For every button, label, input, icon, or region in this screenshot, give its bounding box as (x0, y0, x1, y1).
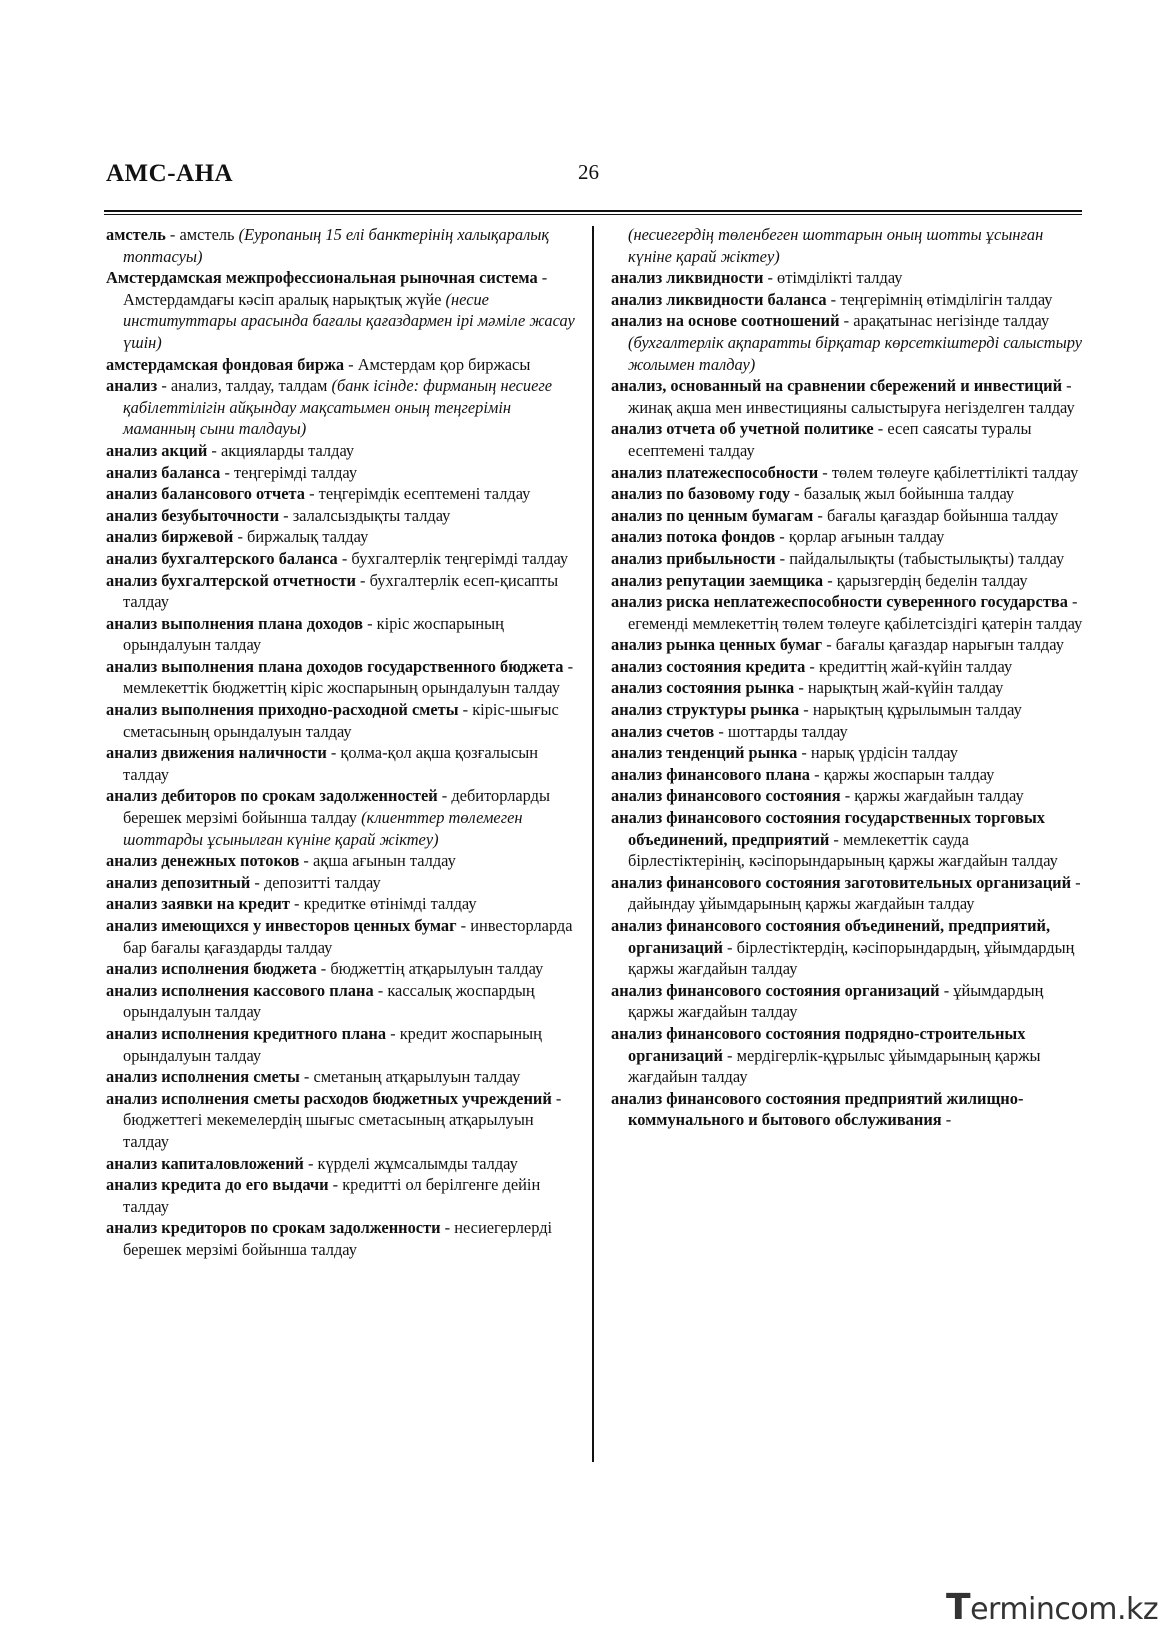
dictionary-entry: анализ балансового отчета - теңгерімдік есептемені талдау (106, 484, 531, 504)
entry-term: анализ ликвидности баланса (611, 289, 827, 309)
dictionary-entry: амстель - амстель (Еуропаның 15 елі банктерінің халықаралық топтасуы) (106, 225, 549, 266)
entry-term: анализ денежных потоков (106, 851, 300, 871)
entry-definition: арақатынас негізінде талдау (853, 311, 1050, 331)
dictionary-entry: анализ финансового состояния государственных торговых объединений, предприятий - мемлекеттік сауда бірлестіктерінің, кәсіпорындарының қаржы жағдайын талдау (611, 808, 1058, 871)
entry-term: анализ акций (106, 440, 208, 460)
dictionary-entry: анализ на основе соотношений - арақатынас негізінде талдау (бухгалтерлік ақпаратты бірқатар көрсеткіштерді салыстыру жолымен талдау) (611, 311, 1082, 374)
entry-definition: бухгалтерлік теңгерімді талдау (351, 548, 569, 568)
entry-term: анализ потока фондов (611, 527, 776, 547)
dictionary-entry: анализ исполнения кредитного плана - кредит жоспарының орындалуын талдау (106, 1023, 542, 1065)
dictionary-entry: анализ финансового состояния организаций - ұйымдардың қаржы жағдайын талдау (611, 980, 1044, 1022)
entry-term: анализ балансового отчета (106, 484, 305, 504)
page-header-title: АМС-АНА (106, 160, 234, 187)
dictionary-entry: анализ исполнения кассового плана - кассалық жоспардың орындалуын талдау (106, 980, 535, 1022)
entry-definition: кассалық жоспардың орындалуын талдау (123, 980, 535, 1022)
entry-term: анализ выполнения плана доходов государственного бюджета (106, 656, 564, 676)
dictionary-entry: анализ финансового плана - қаржы жоспарын талдау (611, 764, 995, 784)
entry-term: анализ состояния кредита (611, 656, 806, 676)
dictionary-entry: анализ прибыльности - пайдалылықты (табыстылықты) талдау (611, 548, 1065, 568)
entry-definition: кіріс жоспарының орындалуын талдау (123, 613, 504, 655)
entry-term: Амстердамская межпрофессиональная рыночная система (106, 268, 538, 288)
dictionary-entry: анализ биржевой - биржалық талдау (106, 527, 369, 547)
entry-definition: Амстердам қор биржасы (357, 354, 531, 374)
dictionary-entry: анализ по базовому году - базалық жыл бойынша талдау (611, 484, 1015, 504)
entry-term: анализ репутации заемщика (611, 570, 824, 590)
dictionary-entry: анализ финансового состояния предприятий жилищно-коммунального и бытового обслуживания - (611, 1088, 1024, 1130)
dictionary-entry: анализ акций - акцияларды талдау (106, 440, 355, 460)
entry-term: анализ рынка ценных бумаг (611, 635, 823, 655)
entry-term: анализ капиталовложений (106, 1153, 304, 1173)
dictionary-entry: анализ исполнения сметы - сметаның атқарылуын талдау (106, 1067, 521, 1087)
continued-note: (несиегердің төленбеген шоттарын оның шотты ұсынған күніне қарай жіктеу) (628, 225, 1044, 266)
entry-definition: акцияларды талдау (220, 440, 355, 460)
entry-term: анализ кредиторов по срокам задолженности (106, 1218, 441, 1238)
dictionary-entry: анализ репутации заемщика - қарызгердің беделін талдау (611, 570, 1028, 590)
entry-definition: егеменді мемлекеттің төлем төлеуге қабілетсіздігі қатерін талдау (628, 613, 1083, 633)
dictionary-entry: анализ имеющихся у инвесторов ценных бумаг - инвесторларда бар бағалы қағаздарды талдау (106, 916, 573, 957)
dictionary-entry: анализ исполнения сметы расходов бюджетных учреждений - бюджеттегі мекемелердің шығыс сметасының атқарылуын талдау (106, 1088, 562, 1151)
dictionary-entry: анализ платежеспособности - төлем төлеуге қабілеттілікті талдау (611, 462, 1079, 482)
entry-term: анализ финансового состояния подрядно-строительных организаций (611, 1023, 1026, 1065)
entry-term: анализ исполнения кредитного плана (106, 1023, 387, 1043)
dictionary-entry: анализ финансового состояния подрядно-строительных организаций - мердігерлік-құрылыс ұйымдарының қаржы жағдайын талдау (611, 1023, 1041, 1087)
entry-term: анализ структуры рынка (611, 700, 800, 720)
dictionary-entry: анализ кредита до его выдачи - кредитті ол берілгенге дейін талдау (106, 1175, 541, 1216)
dictionary-entry: анализ бухгалтерской отчетности - бухгалтерлік есеп-қисапты талдау (106, 570, 559, 612)
entry-definition: қаржы жоспарын талдау (823, 764, 995, 784)
entry-definition: дайындау ұйымдарының қаржы жағдайын талдау (628, 894, 975, 914)
entry-definition: базалық жыл бойынша талдау (803, 484, 1015, 504)
entry-term: анализ выполнения плана доходов (106, 613, 364, 633)
entry-definition: нарық үрдісін талдау (810, 743, 958, 763)
entry-term: анализ риска неплатежеспособности суверенного государства (611, 592, 1068, 612)
entry-term: анализ платежеспособности (611, 462, 819, 482)
header-rule-thin (104, 214, 1082, 215)
entry-definition: қарызгердің беделін талдау (836, 570, 1028, 590)
dictionary-entry: анализ исполнения бюджета - бюджеттің атқарылуын талдау (106, 959, 544, 979)
entry-term: анализ бухгалтерской отчетности (106, 570, 356, 590)
entry-definition: ұйымдардың қаржы жағдайын талдау (628, 980, 1044, 1022)
entry-term: анализ заявки на кредит (106, 894, 290, 914)
dictionary-entry: анализ капиталовложений - күрделі жұмсалымды талдау (106, 1153, 518, 1173)
entry-definition: пайдалылықты (табыстылықты) талдау (789, 548, 1065, 568)
entry-term: анализ выполнения приходно-расходной сметы (106, 700, 459, 720)
entry-definition: кіріс-шығыс сметасының орындалуын талдау (123, 700, 559, 741)
entry-definition: бірлестіктердің, кәсіпорындардың, ұйымдардың қаржы жағдайын талдау (628, 937, 1075, 979)
entry-definition: бюджеттің атқарылуын талдау (330, 959, 544, 979)
entry-definition: есеп саясаты туралы есептемені талдау (628, 419, 1032, 460)
entry-definition: бухгалтерлік есеп-қисапты талдау (123, 570, 559, 612)
entry-term: анализ безубыточности (106, 505, 280, 525)
entry-definition: нарықтың жай-күйін талдау (807, 678, 1004, 698)
entry-definition: залалсыздықты талдау (292, 505, 451, 525)
entry-term: анализ финансового плана (611, 764, 810, 784)
entry-definition: мемлекеттік бюджеттің кіріс жоспарының орындалуын талдау (123, 678, 560, 698)
dictionary-entry: анализ отчета об учетной политике - есеп саясаты туралы есептемені талдау (611, 419, 1032, 460)
entry-definition: қаржы жағдайын талдау (854, 786, 1024, 806)
dictionary-entry: анализ финансового состояния заготовительных организаций - дайындау ұйымдарының қаржы жағдайын талдау (611, 872, 1081, 914)
entry-term: анализ исполнения кассового плана (106, 980, 374, 1000)
dictionary-entry: анализ дебиторов по срокам задолженностей - дебиторларды берешек мерзімі бойынша талдау (клиенттер төлемеген шоттарды ұсынылған күніне қарай жіктеу) (106, 786, 550, 849)
entry-term: анализ кредита до его выдачи (106, 1175, 329, 1195)
entry-term: анализ имеющихся у инвесторов ценных бумаг (106, 916, 457, 935)
dictionary-entry: анализ - анализ, талдау, талдам (банк ісінде: фирманың несиеге қабілеттілігін айқындау мақсатымен оның теңгерімін маманның сыни талдауы) (106, 376, 553, 439)
entry-definition: төлем төлеуге қабілеттілікті талдау (831, 462, 1079, 482)
dictionary-entry: анализ депозитный - депозитті талдау (106, 872, 381, 892)
dictionary-entry: анализ выполнения приходно-расходной сметы - кіріс-шығыс сметасының орындалуын талдау (106, 700, 559, 741)
dictionary-entry: анализ по ценным бумагам - бағалы қағаздар бойынша талдау (611, 505, 1059, 525)
dictionary-entry: анализ состояния кредита - кредиттің жай-күйін талдау (611, 656, 1013, 676)
dictionary-entry: анализ финансового состояния объединений, предприятий, организаций - бірлестіктердің, кәсіпорындардың, ұйымдардың қаржы жағдайын талдау (611, 916, 1075, 979)
entry-definition: кредитке өтінімді талдау (303, 894, 477, 914)
entry-definition: жинақ ақша мен инвестицияны салыстыруға негізделген талдау (628, 397, 1075, 417)
entry-note: (клиенттер төлемеген шоттарды ұсынылған күніне қарай жіктеу) (123, 808, 523, 849)
entry-term: анализ финансового состояния организаций (611, 980, 940, 1000)
entry-term: анализ финансового состояния заготовительных организаций (611, 872, 1072, 892)
entry-term: анализ прибыльности (611, 548, 776, 568)
entry-term: анализ ликвидности (611, 268, 764, 288)
entry-term: анализ депозитный (106, 872, 251, 892)
entry-definition: дебиторларды берешек мерзімі бойынша талдау (123, 786, 550, 828)
entry-definition: шоттарды талдау (727, 721, 848, 741)
entry-term: анализ, основанный на сравнении сбережений и инвестиций (611, 376, 1063, 396)
entry-note: (бухгалтерлік ақпаратты бірқатар көрсеткіштерді салыстыру жолымен талдау) (628, 332, 1082, 374)
entry-term: анализ финансового состояния объединений, предприятий, организаций (611, 916, 1051, 957)
dictionary-entry: анализ тенденций рынка - нарық үрдісін талдау (611, 743, 958, 763)
entry-term: анализ исполнения сметы (106, 1067, 300, 1087)
entry-definition: қорлар ағынын талдау (788, 527, 945, 547)
entry-term: анализ финансового состояния государственных торговых объединений, предприятий (611, 808, 1045, 849)
entry-definition: Амстердамдағы кәсіп аралық нарықтық жүйе (123, 289, 442, 309)
entry-definition: бюджеттегі мекемелердің шығыс сметасының атқарылуын талдау (123, 1110, 534, 1151)
dictionary-entry: анализ состояния рынка - нарықтың жай-күйін талдау (611, 678, 1004, 698)
dictionary-entry: анализ рынка ценных бумаг - бағалы қағаздар нарығын талдау (611, 635, 1064, 655)
dictionary-entry: Амстердамская межпрофессиональная рыночная система - Амстердамдағы кәсіп аралық нарықтық жүйе (несие институттары арасында бағалы қағаздармен ірі мәміле жасау үшін) (106, 268, 575, 352)
entry-definition: теңгерімді талдау (234, 462, 358, 482)
entry-note: (Еуропаның 15 елі банктерінің халықаралық топтасуы) (123, 225, 549, 266)
dictionary-entry: амстердамская фондовая биржа - Амстердам қор биржасы (106, 354, 531, 374)
entry-definition: теңгерімдік есептемені талдау (318, 484, 531, 504)
entry-definition: ақша ағынын талдау (312, 851, 456, 871)
entry-term: анализ финансового состояния (611, 786, 841, 806)
entry-term: анализ баланса (106, 462, 221, 482)
entry-term: анализ счетов (611, 721, 715, 741)
entry-term: анализ по базовому году (611, 484, 791, 504)
entry-term: анализ состояния рынка (611, 678, 795, 698)
entry-note: (банк ісінде: фирманың несиеге қабілеттілігін айқындау мақсатымен оның теңгерімін маманның сыни талдауы) (123, 376, 553, 439)
entry-definition: амстель (179, 225, 235, 244)
entry-definition: бағалы қағаздар бойынша талдау (826, 505, 1059, 525)
column-divider (592, 226, 594, 1462)
entry-definition: нарықтың құрылымын талдау (812, 700, 1022, 720)
dictionary-entry: анализ движения наличности - қолма-қол ақша қозғалысын талдау (106, 743, 539, 784)
entry-term: анализ (106, 376, 158, 396)
dictionary-entry: анализ выполнения плана доходов - кіріс жоспарының орындалуын талдау (106, 613, 504, 655)
entry-term: анализ на основе соотношений (611, 311, 840, 331)
dictionary-entry: анализ риска неплатежеспособности суверенного государства - егеменді мемлекеттің төлем төлеуге қабілетсіздігі қатерін талдау (611, 592, 1083, 633)
entry-definition: өтімділікті талдау (777, 268, 903, 288)
dictionary-entry: анализ выполнения плана доходов государственного бюджета - мемлекеттік бюджеттің кіріс жоспарының орындалуын талдау (106, 656, 574, 698)
entry-definition: инвесторларда бар бағалы қағаздарды талдау (123, 916, 573, 957)
entry-definition: анализ, талдау, талдам (170, 376, 328, 396)
dictionary-entry: анализ ликвидности баланса - теңгерімнің өтімділігін талдау (611, 289, 1053, 309)
entry-term: анализ по ценным бумагам (611, 505, 814, 525)
dictionary-entry: анализ потока фондов - қорлар ағынын талдау (611, 527, 945, 547)
dictionary-entry: анализ денежных потоков - ақша ағынын талдау (106, 851, 456, 871)
entry-term: анализ биржевой (106, 527, 234, 547)
entry-term: анализ финансового состояния предприятий жилищно-коммунального и бытового обслуживания (611, 1088, 1024, 1130)
entry-definition: биржалық талдау (247, 527, 369, 547)
entry-definition: депозитті талдау (263, 872, 381, 892)
page-number: 26 (578, 160, 599, 184)
entry-definition: қолма-қол ақша қозғалысын талдау (123, 743, 539, 784)
entry-term: амстель (106, 225, 166, 244)
dictionary-entry: анализ структуры рынка - нарықтың құрылымын талдау (611, 700, 1022, 720)
dictionary-entry: анализ бухгалтерского баланса - бухгалтерлік теңгерімді талдау (106, 548, 569, 568)
entry-term: анализ отчета об учетной политике (611, 419, 874, 439)
dictionary-entry: анализ финансового состояния - қаржы жағдайын талдау (611, 786, 1024, 806)
entry-definition: күрделі жұмсалымды талдау (317, 1153, 518, 1173)
entry-definition: теңгерімнің өтімділігін талдау (840, 289, 1053, 309)
entry-definition: кредитті ол берілгенге дейін талдау (123, 1175, 541, 1216)
termincom-logo: Termincom.kz (946, 1587, 1158, 1628)
entry-note: (несие институттары арасында бағалы қағаздармен ірі мәміле жасау үшін) (123, 289, 575, 352)
entry-term: анализ дебиторов по срокам задолженностей (106, 786, 438, 806)
dictionary-entry: анализ ликвидности - өтімділікті талдау (611, 268, 903, 288)
entry-term: анализ исполнения бюджета (106, 959, 317, 979)
entry-definition: несиегерлерді берешек мерзімі бойынша талдау (123, 1218, 553, 1259)
header-rule (104, 210, 1082, 212)
dictionary-entry: анализ счетов - шоттарды талдау (611, 721, 848, 741)
dictionary-entry: анализ заявки на кредит - кредитке өтінімді талдау (106, 894, 477, 914)
entry-definition: кредит жоспарының орындалуын талдау (123, 1023, 542, 1065)
dictionary-entry: анализ безубыточности - залалсыздықты талдау (106, 505, 451, 525)
entry-definition: бағалы қағаздар нарығын талдау (835, 635, 1064, 655)
entry-term: амстердамская фондовая биржа (106, 354, 345, 374)
dictionary-entry: анализ, основанный на сравнении сбережений и инвестиций - жинақ ақша мен инвестицияны салыстыруға негізделген талдау (611, 376, 1075, 417)
entry-term: анализ бухгалтерского баланса (106, 548, 338, 568)
entry-term: анализ исполнения сметы расходов бюджетных учреждений (106, 1088, 552, 1108)
entry-definition: мердігерлік-құрылыс ұйымдарының қаржы жағдайын талдау (628, 1045, 1041, 1087)
entry-definition: мемлекеттік сауда бірлестіктерінің, кәсіпорындарының қаржы жағдайын талдау (628, 829, 1058, 871)
dictionary-entry: анализ кредиторов по срокам задолженности - несиегерлерді берешек мерзімі бойынша талдау (106, 1218, 553, 1259)
entry-term: анализ тенденций рынка (611, 743, 798, 763)
left-column (106, 224, 578, 1261)
entry-term: анализ движения наличности (106, 743, 327, 763)
right-column (611, 224, 1083, 1131)
dictionary-entry: анализ баланса - теңгерімді талдау (106, 462, 358, 482)
entry-definition: кредиттің жай-күйін талдау (818, 656, 1013, 676)
entry-definition: сметаның атқарылуын талдау (313, 1067, 521, 1087)
